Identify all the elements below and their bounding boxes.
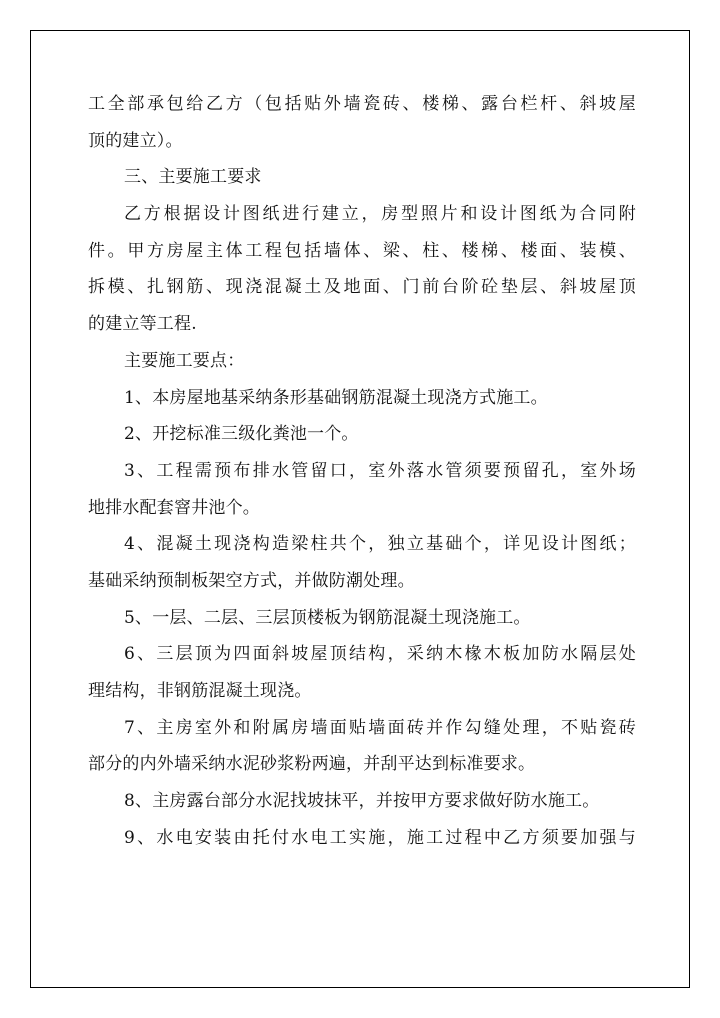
text-line: 理结构，非钢筋混凝土现浇。 bbox=[88, 681, 312, 701]
text-line: 件。甲方房屋主体工程包括墙体、梁、柱、楼梯、楼面、装模、 bbox=[88, 240, 636, 261]
list-item: 4、混凝土现浇构造梁柱共个，独立基础个，详见设计图纸； bbox=[124, 534, 636, 555]
list-item: 9、水电安装由托付水电工实施，施工过程中乙方须要加强与 bbox=[124, 827, 636, 848]
text-line: 部分的内外墙采纳水泥砂浆粉两遍，并刮平达到标准要求。 bbox=[88, 754, 536, 775]
text-line: 乙方根据设计图纸进行建立，房型照片和设计图纸为合同附 bbox=[124, 204, 636, 225]
text-line: 基础采纳预制板架空方式，并做防潮处理。 bbox=[88, 570, 415, 591]
document-body bbox=[88, 86, 636, 856]
list-item: 6、三层顶为四面斜坡屋顶结构，采纳木椽木板加防水隔层处 bbox=[124, 644, 636, 665]
list-item: 7、主房室外和附属房墙面贴墙面砖并作勾缝处理，不贴瓷砖 bbox=[124, 717, 636, 738]
list-item: 2、开挖标准三级化粪池一个。 bbox=[124, 424, 359, 445]
text-line: 地排水配套窨井池个。 bbox=[88, 497, 260, 518]
text-line: 的建立等工程. bbox=[88, 314, 197, 335]
section-heading: 三、主要施工要求 bbox=[124, 167, 262, 188]
list-item: 1、本房屋地基采纳条形基础钢筋混凝土现浇方式施工。 bbox=[124, 387, 548, 408]
text-line: 顶的建立）。 bbox=[88, 130, 183, 151]
text-line: 工全部承包给乙方（包括贴外墙瓷砖、楼梯、露台栏杆、斜坡屋 bbox=[88, 94, 636, 114]
list-item: 3、工程需预布排水管留口，室外落水管须要预留孔，室外场 bbox=[124, 460, 636, 481]
list-item: 5、一层、二层、三层顶楼板为钢筋混凝土现浇施工。 bbox=[124, 607, 531, 628]
subheading: 主要施工要点： bbox=[124, 350, 245, 371]
list-item: 8、主房露台部分水泥找坡抹平，并按甲方要求做好防水施工。 bbox=[124, 791, 600, 812]
text-line: 拆模、扎钢筋、现浇混凝土及地面、门前台阶砼垫层、斜坡屋顶 bbox=[88, 277, 636, 298]
